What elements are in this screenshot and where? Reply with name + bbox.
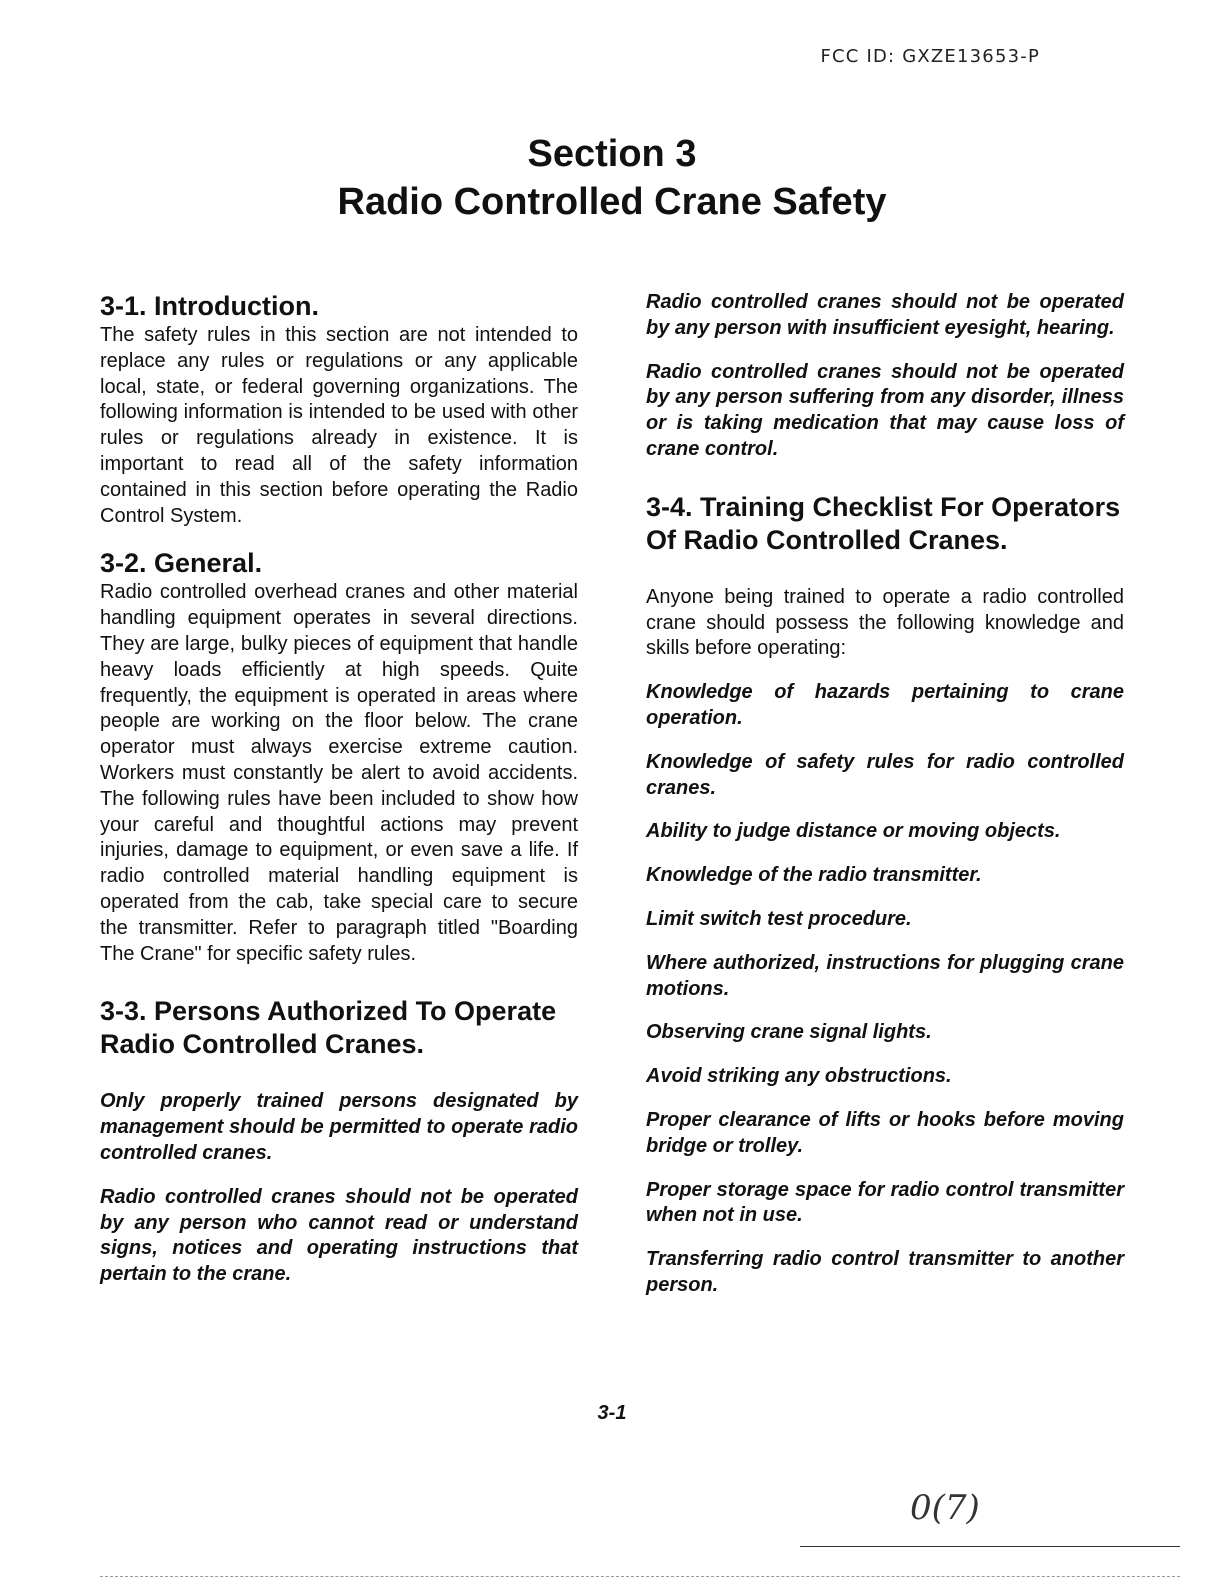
handwritten-mark: 0(7) bbox=[910, 1488, 980, 1528]
persons-rule-2: Radio controlled cranes should not be operated by any person who cannot read or understand signs, notices and operating instructions that pertain to the crane. bbox=[100, 1185, 578, 1286]
scan-artifact-line bbox=[100, 1576, 1180, 1577]
checklist-item: Knowledge of safety rules for radio controlled cranes. bbox=[646, 750, 1124, 799]
persons-heading: 3-3. Persons Authorized To Operate Radio Controlled Cranes. bbox=[100, 996, 557, 1060]
section-name: Radio Controlled Crane Safety bbox=[337, 181, 887, 223]
page-number: 3-1 bbox=[597, 1402, 627, 1424]
left-column bbox=[100, 290, 578, 1288]
persons-rule-1: Only properly trained persons designated by management should be permitted to operate radio controlled cranes. bbox=[100, 1090, 578, 1164]
checklist-item: Knowledge of hazards pertaining to crane operation. bbox=[646, 681, 1124, 729]
section-title bbox=[0, 130, 1224, 226]
checklist-item: Observing crane signal lights. bbox=[646, 1021, 932, 1044]
intro-heading: 3-1. Introduction. bbox=[100, 291, 319, 321]
right-column bbox=[646, 290, 1124, 1299]
checklist-item: Ability to judge distance or moving objects. bbox=[646, 820, 1061, 843]
general-heading: 3-2. General. bbox=[100, 548, 263, 579]
checklist-item: Proper storage space for radio control transmitter when not in use. bbox=[646, 1178, 1124, 1227]
checklist-item: Knowledge of the radio transmitter. bbox=[646, 864, 982, 887]
training-checklist bbox=[646, 680, 1124, 1299]
checklist-item: Where authorized, instructions for plugging crane motions. bbox=[646, 951, 1124, 1000]
general-body: Radio controlled overhead cranes and other material handling equipment operates in several directions. They are large, bulky pieces of equipment that handle heavy loads efficiently at high speeds. Quite frequently, the equipment is operated in areas where people are working on the floor below. The crane operator must always exercise extreme caution. Workers must constantly be alert to avoid accidents. The following rules have been included to show how your careful and thoughtful actions may prevent injuries, damage to equipment, or even save a life. If radio controlled material handling equipment is operated from the cab, take special care to secure the transmitter. Refer to paragraph titled "Boarding The Crane" for specific safety rules. bbox=[100, 581, 578, 965]
footer-rule bbox=[800, 1546, 1180, 1547]
checklist-item: Proper clearance of lifts or hooks before moving bridge or trolley. bbox=[646, 1108, 1124, 1157]
checklist-item: Limit switch test procedure. bbox=[646, 907, 912, 930]
training-body: Anyone being trained to operate a radio controlled crane should possess the following knowledge and skills before operating: bbox=[646, 585, 1124, 660]
training-heading: 3-4. Training Checklist For Operators Of Radio Controlled Cranes. bbox=[646, 491, 1121, 555]
checklist-item: Transferring radio control transmitter to another person. bbox=[646, 1248, 1124, 1296]
persons-rule-3: Radio controlled cranes should not be operated by any person with insufficient eyesight, hearing. bbox=[646, 291, 1124, 339]
checklist-item: Avoid striking any obstructions. bbox=[646, 1065, 952, 1088]
persons-rule-4: Radio controlled cranes should not be operated by any person suffering from any disorder, illness or is taking medication that may cause loss of crane control. bbox=[646, 360, 1124, 460]
section-number: Section 3 bbox=[527, 133, 697, 175]
intro-body: The safety rules in this section are not intended to replace any rules or regulations or any applicable local, state, or federal governing organizations. The following information is intended to be used with other rules or regulations already in existence. It is important to read all of the safety information contained in this section before operating the Radio Control System. bbox=[100, 324, 578, 527]
fcc-id: FCC ID: GXZE13653-P bbox=[820, 46, 1040, 67]
